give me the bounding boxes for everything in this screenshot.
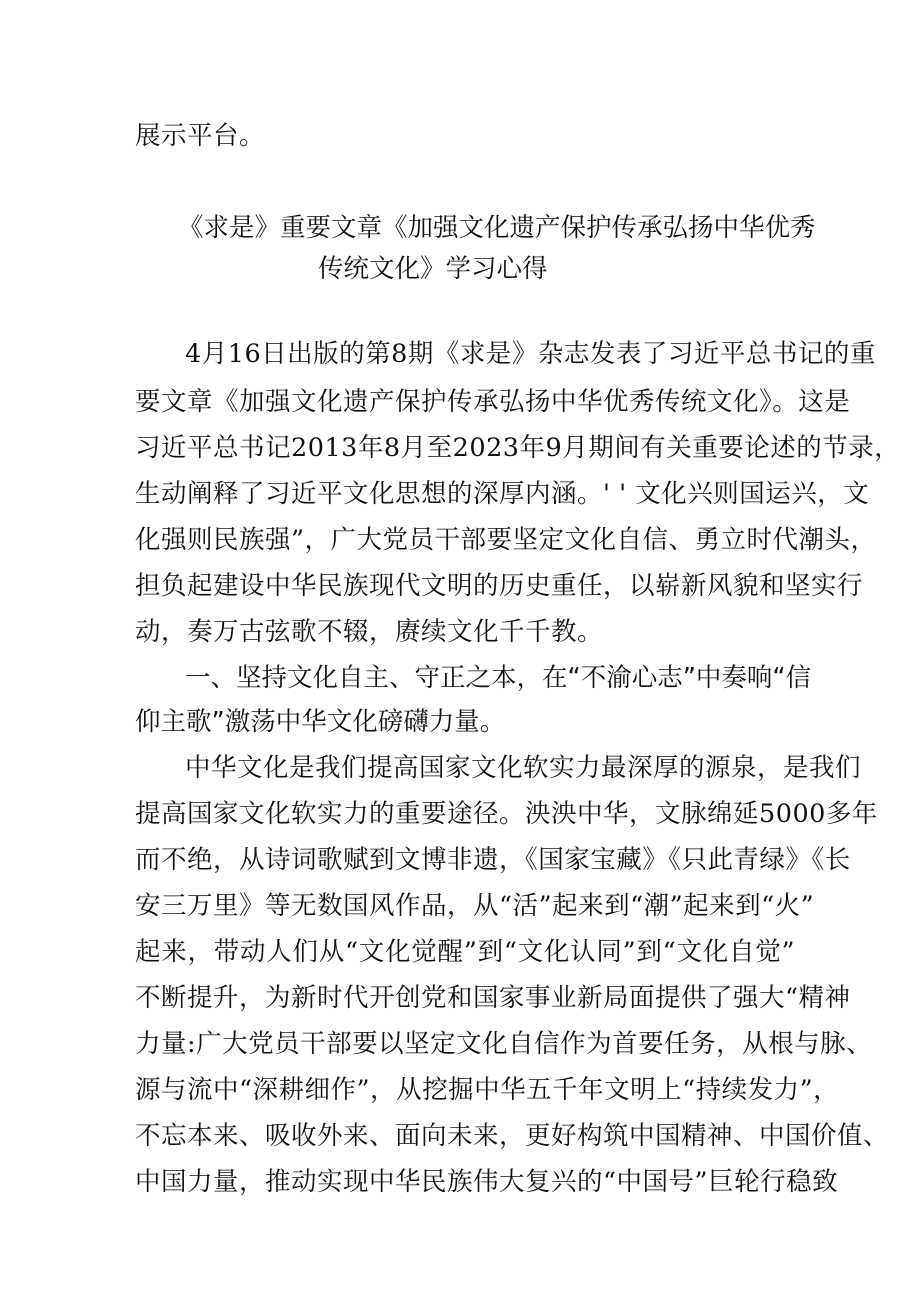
text-line: 展示平台。	[135, 121, 266, 151]
section-heading-line-1: 一、坚持文化自主、守正之本，在“不渝心志”中奏响“信	[185, 663, 812, 693]
paragraph-2-line: 源与流中“深耕细作”，从挖掘中华五千年文明上“持续发力”，	[135, 1075, 840, 1105]
paragraph-2-line: 不忘本来、吸收外来、面向未来，更好构筑中国精神、中国价值、	[135, 1121, 890, 1151]
paragraph-1-line: 习近平总书记2013年8月至2023年9月期间有关重要论述的节录，	[135, 433, 901, 463]
paragraph-2-line: 中国力量，推动实现中华民族伟大复兴的“中国号”巨轮行稳致	[135, 1167, 839, 1197]
paragraph-1-line: 动，奏万古弦歌不辍，赓续文化千千教。	[135, 617, 604, 647]
paragraph-1-line: 生动阐释了习近平文化思想的深厚内涵。' ' 文化兴则国运兴，文	[135, 479, 870, 509]
paragraph-1-line: 要文章《加强文化遗产保护传承弘扬中华优秀传统文化》。这是	[135, 387, 851, 417]
article-title-line-1: 《求是》重要文章《加强文化遗产保护传承弘扬中华优秀	[178, 213, 816, 243]
section-heading-line-2: 仰主歌”激荡中华文化磅礴力量。	[135, 707, 506, 737]
article-title-line-2: 传统文化》学习心得	[318, 254, 548, 284]
paragraph-2-line: 不断提升，为新时代开创党和国家事业新局面提供了强大“精神	[135, 983, 851, 1013]
paragraph-2-line: 安三万里》等无数国风作品，从“活”起来到“潮”起来到“火”	[135, 891, 815, 921]
paragraph-1-line: 化强则民族强”，广大党员干部要坚定文化自信、勇立时代潮头，	[135, 525, 877, 555]
paragraph-1-line: 4月16日出版的第8期《求是》杂志发表了习近平总书记的重	[185, 339, 876, 369]
paragraph-2-line: 而不绝，从诗词歌赋到文博非遗，《国家宝藏》《只此青绿》《长	[135, 845, 851, 875]
paragraph-1-line: 担负起建设中华民族现代文明的历史重任，以崭新风貌和坚实行	[135, 571, 864, 601]
paragraph-2-line: 提高国家文化软实力的重要途径。泱泱中华，文脉绵延5000多年	[135, 799, 878, 829]
paragraph-2-line: 力量:广大党员干部要以坚定文化自信作为首要任务，从根与脉、	[135, 1029, 873, 1059]
paragraph-2-line: 起来，带动人们从“文化觉醒”到“文化认同”到“文化自觉”	[135, 937, 795, 967]
paragraph-2-line: 中华文化是我们提高国家文化软实力最深厚的源泉，是我们	[185, 753, 862, 783]
